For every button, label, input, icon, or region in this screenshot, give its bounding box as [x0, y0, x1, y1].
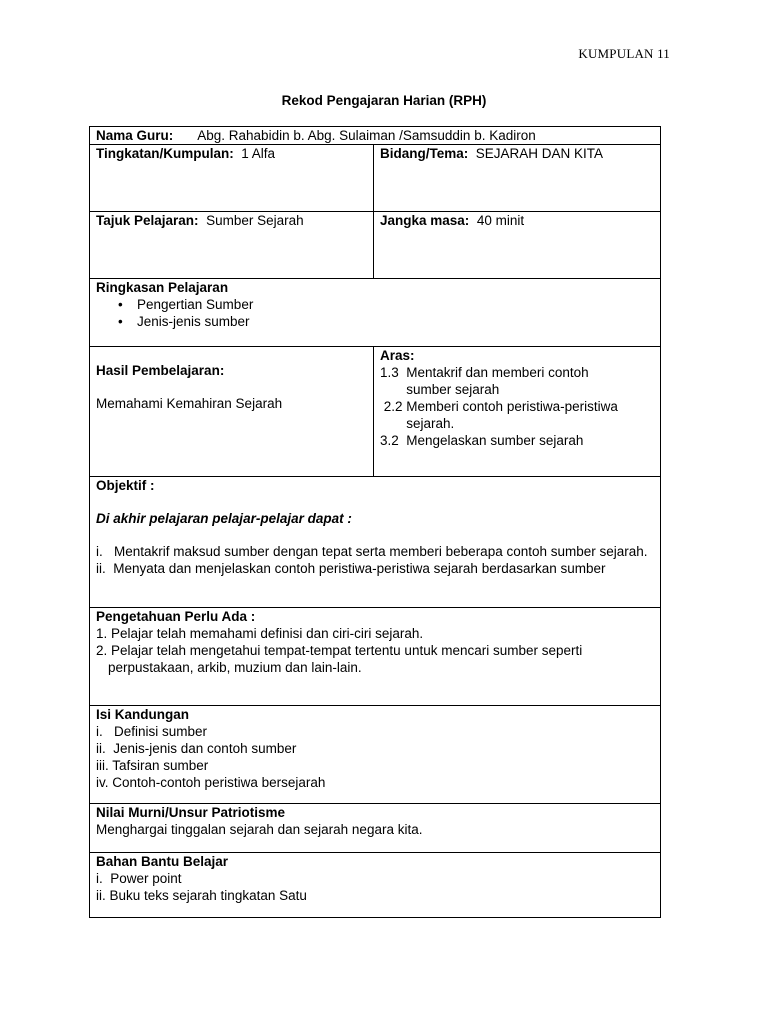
level-line: sejarah.: [380, 416, 455, 431]
objectives-label: Objektif :: [96, 478, 155, 493]
cell-level: [374, 347, 661, 477]
teacher-name-label: Nama Guru:: [96, 128, 174, 143]
cell-form: [90, 145, 374, 212]
objectives-intro: Di akhir pelajaran pelajar-pelajar dapat :: [96, 511, 352, 526]
values-text: Menghargai tinggalan sejarah dan sejarah negara kita.: [96, 822, 423, 837]
topic-label: Tajuk Pelajaran:: [96, 213, 199, 228]
summary-item: • Jenis-jenis sumber: [116, 313, 654, 330]
duration-value: 40 minit: [476, 213, 525, 228]
content-item: ii. Jenis-jenis dan contoh sumber: [96, 741, 297, 756]
topic-value: Sumber Sejarah: [206, 213, 304, 228]
form-label: Tingkatan/Kumpulan:: [96, 146, 234, 161]
materials-label: Bahan Bantu Belajar: [96, 854, 229, 869]
prior-knowledge-label: Pengetahuan Perlu Ada :: [96, 609, 256, 624]
row-materials: [90, 853, 661, 918]
form-value: 1 Alfa: [241, 146, 276, 161]
cell-content: [90, 706, 661, 804]
summary-item: • Pengertian Sumber: [116, 296, 654, 313]
materials-item: ii. Buku teks sejarah tingkatan Satu: [96, 888, 307, 903]
duration-label: Jangka masa:: [380, 213, 470, 228]
level-line: 1.3 Mentakrif dan memberi contoh: [380, 365, 589, 380]
cell-theme: [374, 145, 661, 212]
cell-values: [90, 804, 661, 853]
lesson-plan-table: [89, 126, 661, 918]
cell-topic: [90, 212, 374, 279]
theme-value: SEJARAH DAN KITA: [475, 146, 604, 161]
cell-prior-knowledge: [90, 608, 661, 706]
level-line: 2.2 Memberi contoh peristiwa-peristiwa: [380, 399, 618, 414]
row-outcome-level: [90, 347, 661, 477]
row-topic-duration: [90, 212, 661, 279]
row-teacher-name: [90, 127, 661, 145]
prior-knowledge-item: 2. Pelajar telah mengetahui tempat-tempat tertentu untuk mencari sumber seperti perpustakaan, arkib, muzium dan lain-lain.: [96, 643, 583, 675]
level-line: sumber sejarah: [380, 382, 500, 397]
objective-item: ii. Menyata dan menjelaskan contoh peristiwa-peristiwa sejarah berdasarkan sumber: [96, 561, 606, 576]
summary-label: Ringkasan Pelajaran: [96, 280, 229, 295]
level-line: 3.2 Mengelaskan sumber sejarah: [380, 433, 584, 448]
row-form-theme: [90, 145, 661, 212]
content-item: iv. Contoh-contoh peristiwa bersejarah: [96, 775, 326, 790]
values-label: Nilai Murni/Unsur Patriotisme: [96, 805, 286, 820]
level-label: Aras:: [380, 348, 415, 363]
cell-teacher-name: [90, 127, 661, 145]
row-values: [90, 804, 661, 853]
row-prior-knowledge: [90, 608, 661, 706]
cell-summary: [90, 279, 661, 347]
theme-label: Bidang/Tema:: [380, 146, 469, 161]
content-item: iii. Tafsiran sumber: [96, 758, 209, 773]
cell-outcome: [90, 347, 374, 477]
outcome-value: Memahami Kemahiran Sejarah: [96, 396, 283, 411]
row-summary: [90, 279, 661, 347]
cell-objectives: [90, 477, 661, 608]
prior-knowledge-item: 1. Pelajar telah memahami definisi dan ciri-ciri sejarah.: [96, 626, 424, 641]
materials-item: i. Power point: [96, 871, 182, 886]
cell-duration: [374, 212, 661, 279]
document-title: Rekod Pengajaran Harian (RPH): [281, 93, 487, 108]
content-label: Isi Kandungan: [96, 707, 190, 722]
row-objectives: [90, 477, 661, 608]
summary-list: [96, 296, 654, 330]
outcome-label: Hasil Pembelajaran:: [96, 363, 225, 378]
group-number: KUMPULAN 11: [578, 46, 670, 61]
content-item: i. Definisi sumber: [96, 724, 208, 739]
cell-materials: [90, 853, 661, 918]
objective-item: i. Mentakrif maksud sumber dengan tepat serta memberi beberapa contoh sumber sejarah.: [96, 544, 648, 559]
row-content: [90, 706, 661, 804]
teacher-name-value: Abg. Rahabidin b. Abg. Sulaiman /Samsuddin b. Kadiron: [197, 128, 536, 143]
